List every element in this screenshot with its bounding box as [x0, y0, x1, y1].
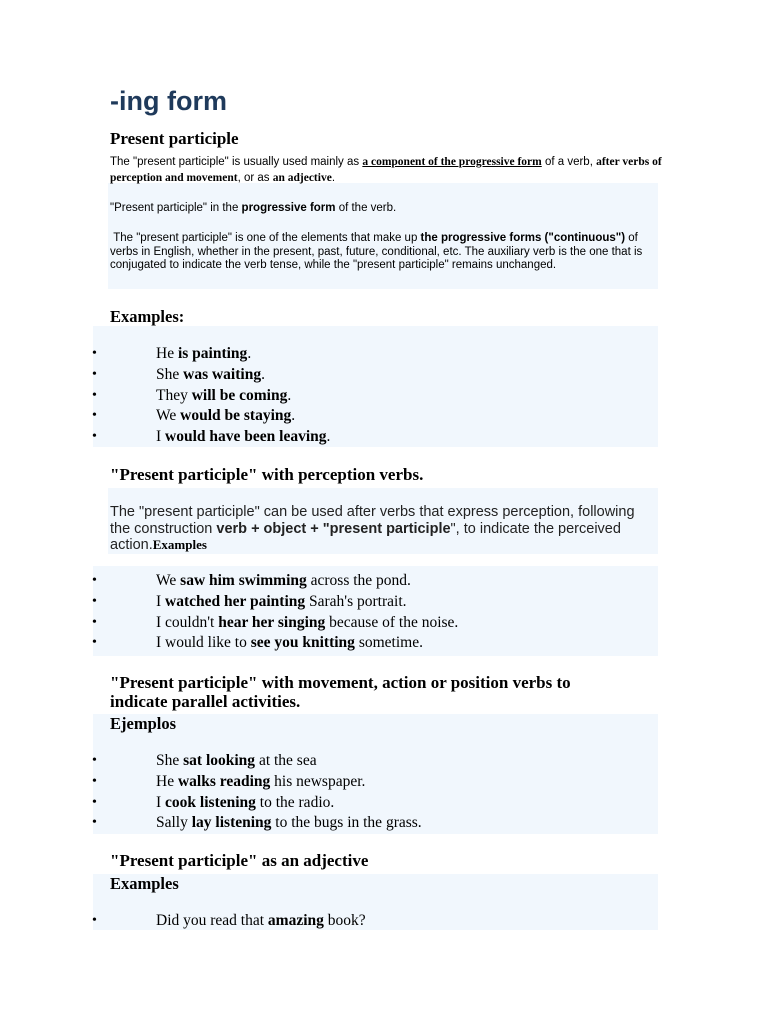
list-item [0, 613, 660, 634]
list-item-text: She [156, 365, 184, 383]
bullet-icon: • [92, 366, 97, 382]
intro-bold-2: an adjective [272, 172, 332, 184]
list-item-bold: cook listening [165, 793, 256, 811]
list-item-bold: would have been leaving [165, 428, 327, 446]
list-item [0, 793, 660, 814]
list-item-text: They [156, 386, 192, 404]
bullet-icon: • [92, 429, 97, 445]
bullet-icon: • [92, 593, 97, 609]
list-item-text: book? [323, 912, 366, 929]
adjective-examples-label: Examples [110, 874, 179, 893]
progressive-description [110, 232, 650, 273]
progressive-line-bold: progressive form [241, 202, 336, 214]
perception-examples-list [0, 571, 660, 654]
list-item-text: I [156, 793, 166, 811]
list-item-text: He [156, 345, 178, 362]
list-item [0, 365, 660, 386]
movement-heading: "Present participle" with movement, action or position verbs to indicate parallel activities. [110, 673, 571, 711]
list-item-text: I [156, 592, 166, 610]
bullet-icon: • [92, 635, 97, 651]
list-item-text: We [156, 572, 181, 589]
movement-examples-list [0, 751, 660, 834]
bullet-icon: • [92, 387, 97, 403]
progressive-desc-text-1: The "present participle" is one of the elements that make up [113, 232, 421, 244]
list-item [0, 386, 660, 407]
list-item [0, 911, 660, 932]
list-item-bold: was waiting [183, 365, 262, 383]
intro-text-3: , or as [237, 172, 273, 184]
progressive-line [110, 200, 655, 216]
list-item-text: I couldn't [156, 613, 219, 631]
list-item [0, 592, 660, 613]
list-item-bold: is painting [177, 345, 248, 362]
list-item-text: because of the noise. [325, 613, 459, 631]
list-item [0, 633, 660, 654]
present-participle-heading: Present participle [110, 129, 239, 148]
list-item [0, 427, 660, 448]
bullet-icon: • [92, 773, 97, 789]
list-item-text: He [156, 772, 178, 790]
list-item-text: We [156, 407, 181, 425]
intro-text-4: . [331, 172, 336, 184]
list-item-text: at the sea [255, 752, 317, 769]
progressive-desc-bold: the progressive forms ("continuous") [420, 232, 626, 244]
bullet-icon: • [92, 408, 97, 424]
bullet-icon: • [92, 794, 97, 810]
list-item-bold: will be coming [191, 386, 288, 404]
list-item-text: across the pond. [306, 572, 411, 589]
list-item-text: sometime. [354, 634, 423, 652]
list-item-text: to the radio. [255, 793, 335, 811]
adjective-heading: "Present participle" as an adjective [110, 851, 369, 870]
list-item-text: . [291, 407, 296, 425]
intro-paragraph [110, 154, 665, 186]
bullet-icon: • [92, 346, 97, 361]
perception-desc-text-2: ", to indicate the perceived action. [110, 520, 621, 553]
bullet-icon: • [92, 753, 97, 768]
list-item [0, 571, 660, 592]
list-item-bold: sat looking [183, 752, 256, 769]
list-item-text: She [156, 752, 184, 769]
list-item [0, 406, 660, 427]
intro-text-2: of a verb, [541, 156, 597, 168]
adjective-examples-list [0, 911, 660, 932]
list-item-text: I [156, 428, 166, 446]
movement-examples-label: Ejemplos [110, 714, 176, 733]
list-item-bold: saw him swimming [180, 572, 307, 589]
list-item-text: . [247, 345, 252, 362]
intro-text-1: The "present participle" is usually used mainly as [110, 156, 363, 168]
page-title: -ing form [110, 86, 227, 116]
list-item [0, 772, 660, 793]
progressive-desc-text-2: of verbs in English, whether in the present, past, future, conditional, etc. The auxiliary verb is the one that is conjugated to indicate the verb tense, while the "present participle" remains unchanged. [110, 232, 643, 271]
examples-list [0, 344, 660, 448]
perception-examples-label: Examples [152, 537, 207, 552]
list-item [0, 344, 660, 365]
list-item-bold: walks reading [177, 772, 271, 790]
bullet-icon: • [92, 614, 97, 630]
list-item [0, 751, 660, 772]
list-item-text: Sally [156, 814, 192, 832]
list-item-bold: see you knitting [250, 634, 355, 652]
progressive-form-link[interactable]: a component of the progressive form [362, 156, 542, 168]
list-item-bold: amazing [267, 912, 324, 929]
progressive-line-text-2: of the verb. [335, 202, 397, 214]
list-item-text: . [261, 365, 265, 383]
perception-heading: "Present participle" with perception verbs. [110, 465, 424, 484]
list-item-bold: lay listening [191, 814, 272, 832]
perception-desc-text-1: The "present participle" can be used after verbs that express perception, following the construction [110, 504, 635, 537]
perception-description [110, 504, 655, 554]
intro-bold-1: after verbs of perception and movement [110, 156, 662, 184]
list-item-text: Sarah's portrait. [305, 592, 407, 610]
list-item-text: to the bugs in the grass. [271, 814, 422, 832]
list-item-text: Did you read that [156, 912, 268, 929]
list-item-text: . [287, 386, 292, 404]
list-item-bold: hear her singing [218, 613, 326, 631]
list-item [0, 813, 660, 834]
perception-desc-bold: verb + object + "present participle [216, 520, 451, 537]
list-item-text: . [326, 428, 331, 446]
list-item-bold: watched her painting [165, 592, 306, 610]
bullet-icon: • [92, 815, 97, 831]
bullet-icon: • [92, 573, 97, 588]
list-item-bold: would be staying [180, 407, 292, 425]
examples-heading: Examples: [110, 307, 185, 326]
list-item-text: his newspaper. [270, 772, 366, 790]
list-item-text: I would like to [156, 634, 251, 652]
bullet-icon: • [92, 913, 97, 928]
progressive-line-text-1: "Present participle" in the [110, 202, 242, 214]
